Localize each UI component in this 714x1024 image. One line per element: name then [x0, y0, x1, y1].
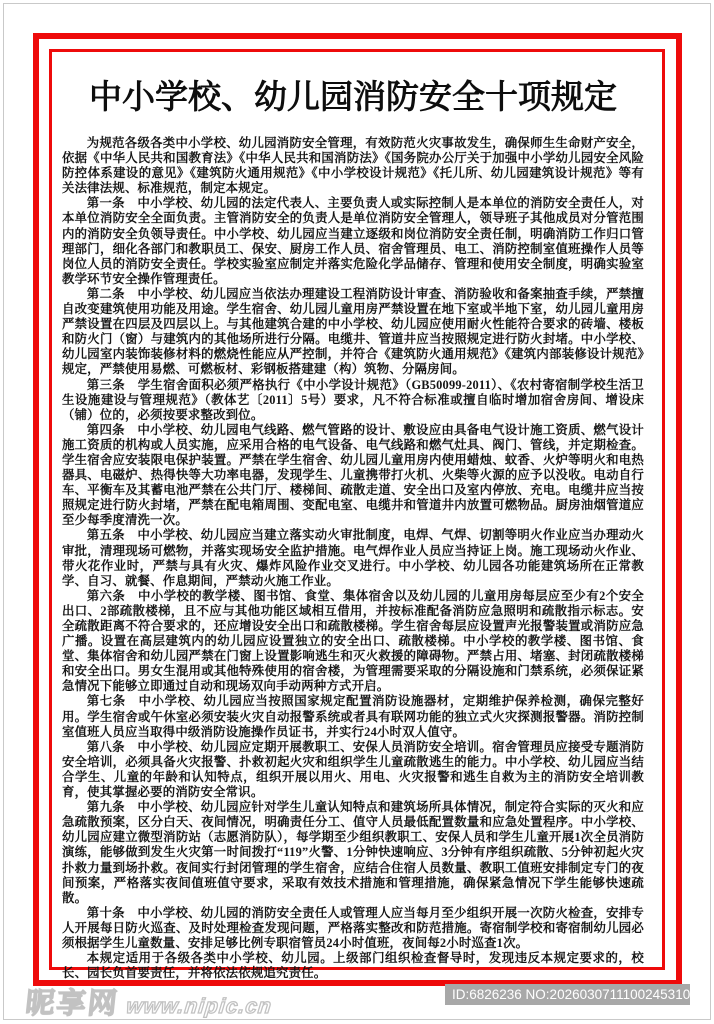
- site-name-text: 昵享网: [24, 988, 121, 1020]
- paragraph-closing: 本规定适用于各级各类中小学校、幼儿园。上级部门组织检查督导时，发现违反本规定要求的，校长、园长负首要责任，并将依法依规追究责任。: [62, 951, 644, 981]
- paragraph-article-9: 第九条 中小学校、幼儿园应针对学生儿童认知特点和建筑场所具体情况，制定符合实际的灭火和应急疏散预案，区分白天、夜间情况，明确责任分工、值守人员最低配置数量和应急处置程序。中小学校、幼儿园应建立微型消防站（志愿消防队），每学期至少组织教职工、安保人员和学生儿童开展1次全员消防演练，能够做到发生火灾第一时间拨打“119”火警、1分钟快速响应、3分钟有序组织疏散、5分钟初起火灾扑救力量到场扑救。夜间实行封闭管理的学生宿舍，应结合住宿人员数量、教职工值班安排制定专门的夜间预案，严格落实夜间值班值守要求，采取有效技术措施和管理措施，确保紧急情况下学生能够快速疏散。: [62, 800, 644, 905]
- paragraph-article-10: 第十条 中小学校、幼儿园的消防安全责任人或管理人应当每月至少组织开展一次防火检查，安排专人开展每日防火巡查、及时处理检查发现问题，严格落实整改和防范措施。寄宿制学校和寄宿制幼儿园必须根据学生儿童数量、安排足够比例专职宿管员24小时值班，夜间每2小时巡查1次。: [62, 905, 644, 950]
- paragraph-intro: 为规范各级各类中小学校、幼儿园消防安全管理，有效防范火灾事故发生，确保师生生命财产安全，依据《中华人民共和国教育法》《中华人民共和国消防法》《国务院办公厅关于加强中小学幼儿园安全风险防控体系建设的意见》《建筑防火通用规范》《中小学校设计规范》《托儿所、幼儿园建筑设计规范》等有关法律法规、标准规范，制定本规定。: [62, 136, 644, 196]
- paragraph-article-6: 第六条 中小学校的教学楼、图书馆、食堂、集体宿舍以及幼儿园的儿童用房每层应至少有2个安全出口、2部疏散楼梯，且不应与其他功能区域相互借用，并按标准配备消防应急照明和疏散指示标志。安全疏散距离不符合要求的，还应增设安全出口和疏散楼梯。学生宿舍每层应设置声光报警装置或消防应急广播。设置在高层建筑内的幼儿园应设置独立的安全出口、疏散楼梯。中小学校的教学楼、图书馆、食堂、集体宿舍和幼儿园严禁在门窗上设置影响逃生和灭火救援的障碍物。严禁占用、堵塞、封闭疏散楼梯和安全出口。男女生混用或其他特殊使用的宿舍楼，为管理需要采取的分隔设施和门禁系统，必须保证紧急情况下能够立即通过自动和现场双向手动两种方式开启。: [62, 588, 644, 694]
- site-url-text: www.nipic.cn: [125, 995, 274, 1018]
- watermark-footer: [0, 988, 714, 1024]
- paragraph-article-7: 第七条 中小学校、幼儿园应当按照国家规定配置消防设施器材，定期维护保养检测，确保完整好用。学生宿舍或午休室必须安装火灾自动报警系统或者具有联网功能的独立式火灾探测报警器。消防控制室值班人员应当取得中级消防设施操作员证书，并实行24小时双人值守。: [62, 694, 644, 739]
- document-content: [52, 52, 662, 981]
- paragraph-article-4: 第四条 中小学校、幼儿园电气线路、燃气管路的设计、敷设应由具备电气设计施工资质、燃气设计施工资质的机构或人员实施，应采用合格的电气设备、电气线路和燃气灶具、阀门、管线，并定期检查。学生宿舍应安装限电保护装置。严禁在学生宿舍、幼儿园儿童用房内使用蜡烛、蚊香、火炉等明火和电热器具、电磁炉、热得快等大功率电器，发现学生、儿童携带打火机、火柴等火源的应予以没收。电动自行车、平衡车及其蓄电池严禁在公共门厅、楼梯间、疏散走道、安全出口及室内停放、充电。电缆井应当按照规定进行防火封堵，严禁在配电箱周围、变配电室、电缆井和管道井内放置可燃物品。厨房油烟管道应至少每季度清洗一次。: [62, 422, 644, 528]
- paragraph-article-8: 第八条 中小学校、幼儿园应定期开展教职工、安保人员消防安全培训。宿舍管理员应接受专题消防安全培训，必须具备火灾报警、扑救初起火灾和组织学生儿童疏散逃生的能力。中小学校、幼儿园应当结合学生、儿童的年龄和认知特点，组织开展以用火、用电、火灾报警和逃生自救为主的消防安全培训教育，使其掌握必要的消防安全常识。: [62, 739, 644, 800]
- document-body: [62, 136, 644, 981]
- document-title: 中小学校、幼儿园消防安全十项规定: [89, 80, 617, 116]
- paragraph-article-1: 第一条 中小学校、幼儿园的法定代表人、主要负责人或实际控制人是本单位的消防安全责任人，对本单位消防安全全面负责。主管消防安全的负责人是单位消防安全管理人，领导班子其他成员对分管范围内的消防安全负领导责任。中小学校、幼儿园应当建立逐级和岗位消防安全责任制，明确消防工作归口管理部门，细化各部门和教职员工、保安、厨房工作人员、宿舍管理员、电工、消防控制室值班操作人员等岗位人员的消防安全责任。学校实验室应制定并落实危险化学品储存、管理和使用安全制度，明确实验室教学环节安全操作管理责任。: [62, 196, 644, 286]
- paragraph-article-3: 第三条 学生宿舍面积必须严格执行《中小学设计规范》（GB50099-2011）、《农村寄宿制学校生活卫生设施建设与管理规范》（教体艺〔2011〕5号）要求，凡不符合标准或擅自临时增加宿舍房间、增设床（铺）位的，必须按要求整改到位。: [62, 377, 644, 422]
- nipic-watermark-logo: [24, 981, 275, 1022]
- image-id-badge: ID:6826236 NO:20260307111002453100: [445, 984, 690, 1005]
- paragraph-article-2: 第二条 中小学校、幼儿园应当依法办理建设工程消防设计审查、消防验收和备案抽查手续，严禁擅自改变建筑使用功能及用途。学生宿舍、幼儿园儿童用房严禁设置在地下室或半地下室，幼儿园儿童用房严禁设置在四层及四层以上。与其他建筑合建的中小学校、幼儿园应使用耐火性能符合要求的砖墙、楼板和防火门（窗）与建筑内的其他场所进行分隔。电缆井、管道井应当按照规定进行防火封堵。中小学校、幼儿园室内装饰装修材料的燃烧性能应从严控制，并符合《建筑防火通用规范》《建筑内部装修设计规范》规定，严禁使用易燃、可燃板材、彩钢板搭建建（构）筑物、分隔房间。: [62, 286, 644, 377]
- paragraph-article-5: 第五条 中小学校、幼儿园应当建立落实动火审批制度，电焊、气焊、切割等明火作业应当办理动火审批，清理现场可燃物，并落实现场安全监护措施。电气焊作业人员应当持证上岗。施工现场动火作业、带火花作业时，严禁与具有火灾、爆炸风险作业交叉进行。中小学校、幼儿园各功能建筑场所在正常教学、自习、就餐、作息期间，严禁动火施工作业。: [62, 528, 644, 588]
